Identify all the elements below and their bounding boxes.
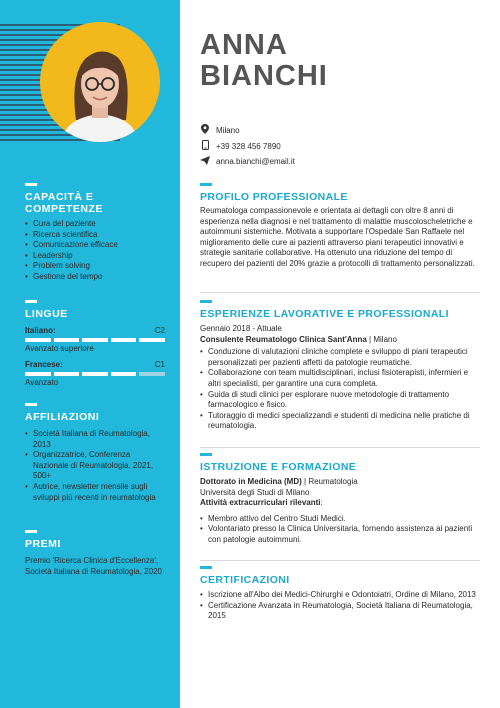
list-item: • Cura del paziente <box>25 219 165 230</box>
last-name: BIANCHI <box>200 60 328 92</box>
list-item: • Comunicazione efficace <box>25 240 165 251</box>
list-item: • Membro attivo del Centro Studi Medici. <box>200 514 480 525</box>
section-dash <box>25 300 37 303</box>
city-text: Milano <box>216 125 240 135</box>
experience-city: Milano <box>373 334 397 344</box>
person-name <box>200 30 328 92</box>
certifications-bullets <box>200 590 480 622</box>
contact-phone <box>200 140 281 153</box>
experience-role: Consulente Reumatologo Clinica Sant'Anna <box>200 334 367 344</box>
affiliations-title: AFFILIAZIONI <box>25 411 100 423</box>
language-level-bar <box>25 338 165 342</box>
awards-title: PREMI <box>25 538 61 550</box>
profile-text: Reumatologa compassionevole e orientata ai dettagli con oltre 8 anni di esperienza nella diagnosi e nel trattamento di malattie muscoloscheletriche e autoimmuni sistemiche. Motivata a supportare l'Ospedale San Raffaele nel miglioramento delle cure ai pazienti attraverso piani terapeutici innovativi e strategie sanitarie collaborative. Ha ottenuto una riduzione del tempo di recupero dei pazienti del 20% grazie a protocolli di trattamento personalizzati. <box>200 206 475 268</box>
list-item: • Volontariato presso la Clinica Universitaria, fornendo assistenza ai pazienti con patologie autoimmuni. <box>200 524 480 545</box>
skills-section <box>25 183 165 283</box>
list-item: • Autrice, newsletter mensile sugli sviluppi più recenti in reumatologia <box>25 482 165 503</box>
list-item: • Problem solving <box>25 261 165 272</box>
language-level: Avanzato <box>25 378 59 387</box>
profile-section <box>200 183 480 270</box>
language-code: C1 <box>154 360 165 369</box>
education-title: ISTRUZIONE E FORMAZIONE <box>200 461 357 473</box>
experience-section <box>200 300 480 432</box>
education-field: Reumatologia <box>308 477 358 486</box>
section-dash <box>25 183 37 186</box>
skills-list <box>25 219 165 283</box>
list-item: • Tutoraggio di medici specializzandi e studenti di medicina nelle pratiche di reumatologia. <box>200 411 480 432</box>
education-bullets <box>200 514 480 546</box>
language-level: Avanzato superiore <box>25 344 94 353</box>
education-degree: Dottorato in Medicina (MD) <box>200 477 302 486</box>
phone-text: +39 328 456 7890 <box>216 141 281 151</box>
language-french <box>25 360 165 388</box>
skills-title-line1: CAPACITÀ E <box>25 191 94 203</box>
education-school: Università degli Studi di Milano <box>200 487 310 497</box>
experience-bullets <box>200 347 480 432</box>
education-extra-line: Attività extracurriculari rilevanti: <box>200 498 323 508</box>
section-dash <box>200 566 212 569</box>
experience-title: ESPERIENZE LAVORATIVE E PROFESSIONALI <box>200 308 449 320</box>
list-item: • Leadership <box>25 251 165 262</box>
language-name: Francese: <box>25 360 63 369</box>
list-item: • Collaborazione con team multidisciplinari, inclusi fisioterapisti, infermieri e altri specialisti, per garantire una cura completa. <box>200 368 480 389</box>
paper-plane-icon <box>200 156 210 168</box>
languages-section <box>25 300 165 388</box>
language-italian <box>25 326 165 354</box>
list-item: • Certificazione Avanzata in Reumatologia, Società Italiana di Reumatologia, 2015 <box>200 601 480 622</box>
contact-city <box>200 124 240 137</box>
language-name: Italiano: <box>25 326 56 335</box>
email-link[interactable]: anna.bianchi@email.it <box>216 157 295 166</box>
affiliations-list <box>25 429 165 503</box>
section-divider <box>200 560 480 561</box>
section-dash <box>200 300 212 303</box>
certifications-section <box>200 566 480 622</box>
list-item: • Organizzatrice, Conferenza Nazionale di Reumatologia, 2021, 500+ <box>25 450 165 482</box>
phone-icon <box>200 140 210 153</box>
contact-email[interactable] <box>200 156 295 168</box>
list-item: • Gestione del tempo <box>25 272 165 283</box>
affiliations-section <box>25 403 165 503</box>
list-item: • Guida di studi clinici per esplorare nuove metodologie di trattamento farmacologico e fisico. <box>200 390 480 411</box>
list-item: • Ricerca scientifica <box>25 230 165 241</box>
awards-section <box>25 530 165 577</box>
languages-title: LINGUE <box>25 308 68 320</box>
experience-role-line: Consulente Reumatologo Clinica Sant'Anna | Milano <box>200 334 397 344</box>
certifications-title: CERTIFICAZIONI <box>200 574 290 586</box>
education-extra-title: Attività extracurriculari rilevanti <box>200 498 321 508</box>
profile-photo <box>40 22 160 142</box>
education-degree-line: Dottorato in Medicina (MD) | Reumatologia <box>200 477 358 486</box>
list-item: • Società Italiana di Reumatologia, 2013 <box>25 429 165 450</box>
education-section <box>200 453 480 546</box>
section-dash <box>25 403 37 406</box>
language-code: C2 <box>154 326 165 335</box>
list-item: • Conduzione di valutazioni cliniche complete e sviluppo di piani terapeutici personalizzati per pazienti affetti da patologie reumatiche. <box>200 347 480 368</box>
awards-text: Premio 'Ricerca Clinica d'Eccellenza', Società Italiana di Reumatologia, 2020 <box>25 556 162 576</box>
section-dash <box>25 530 37 533</box>
language-level-bar <box>25 372 165 376</box>
profile-title: PROFILO PROFESSIONALE <box>200 191 348 203</box>
section-dash <box>200 183 212 186</box>
experience-dates: Gennaio 2018 - Attuale <box>200 324 282 333</box>
list-item: • Iscrizione all'Albo dei Medici-Chirurghi e Odontoiatri, Ordine di Milano, 2013 <box>200 590 480 601</box>
section-divider <box>200 292 480 293</box>
section-dash <box>200 453 212 456</box>
skills-title-line2: COMPETENZE <box>25 203 103 215</box>
location-pin-icon <box>200 124 210 137</box>
first-name: ANNA <box>200 29 288 61</box>
section-divider <box>200 447 480 448</box>
